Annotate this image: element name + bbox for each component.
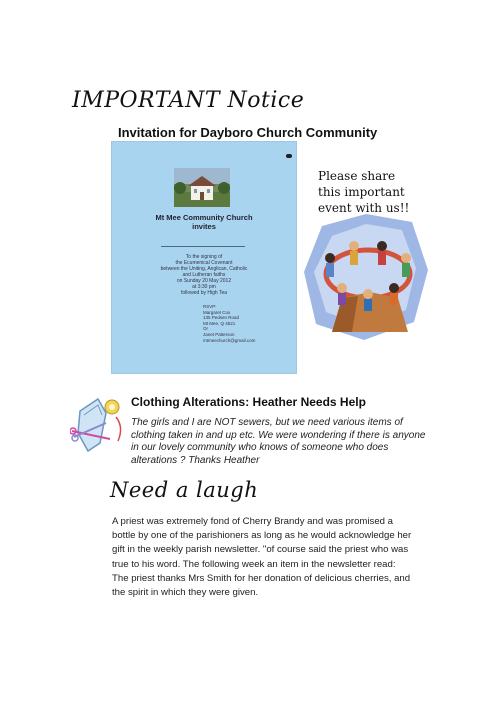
flyer-divider [161, 246, 245, 247]
flyer-mark [286, 154, 292, 158]
flyer-rsvp-line: Or [203, 326, 208, 332]
flyer-church-line: Mt Mee Community Church [155, 213, 253, 222]
church-photo [174, 168, 230, 207]
flyer-detail-line: followed by High Tea [180, 290, 228, 296]
flyer-rsvp [203, 304, 255, 343]
flyer-detail-line: and Lutheran faiths [182, 272, 226, 278]
people-circle-clipart [302, 212, 430, 342]
flyer-rsvp-line: Mt Mee, Q 4521 [203, 320, 236, 326]
flyer-rsvp-line: RSVP: [203, 304, 217, 309]
flyer-details [111, 254, 297, 296]
flyer-rsvp-line: 135 Pedsen Road [203, 315, 240, 321]
flyer-detail-line: To the signing of [185, 254, 223, 260]
invitation-heading: Invitation for Dayboro Church Community [118, 125, 378, 140]
laugh-title: Need a laugh [110, 478, 259, 502]
flyer-detail-line: at 3:30 pm [192, 284, 216, 290]
invitation-flyer [111, 141, 297, 374]
flyer-rsvp-line: mtmeechurch@gmail.com [203, 337, 256, 343]
notice-title: IMPORTANT Notice [72, 88, 305, 113]
laugh-body: A priest was extremely fond of Cherry Brandy and was promised a bottle by one of the parishioners as long as he would acknowledge her gift in the weekly parish newsletter. "of course said the priest who was true to his word. The following week an item in the newsletter read: The priest thanks Mrs Smith for her donation of delicious cherries, and the spirit in which they were given. [112, 516, 412, 599]
flyer-rsvp-line: Margaret Cox [203, 309, 231, 315]
flyer-church-name [111, 213, 297, 231]
clothing-heading: Clothing Alterations: Heather Needs Help [131, 395, 366, 409]
share-message: Please share this important event with us!! [318, 169, 410, 215]
flyer-rsvp-line: Janet Patterson [203, 331, 235, 337]
flyer-detail-line: the Ecumenical Covenant [175, 260, 233, 266]
flyer-detail-line: on Sunday 20 May 2012 [176, 278, 232, 284]
flyer-invites-line: invites [192, 222, 216, 231]
flyer-detail-line: between the Uniting, Anglican, Catholic [160, 266, 248, 272]
clothing-body: The girls and I are NOT sewers, but we need various items of clothing taken in and up etc. We were wondering if there is anyone in our lovely community who knows of someone who does alterations ? Thanks Heather [131, 417, 426, 466]
sewing-clipart [70, 393, 132, 455]
